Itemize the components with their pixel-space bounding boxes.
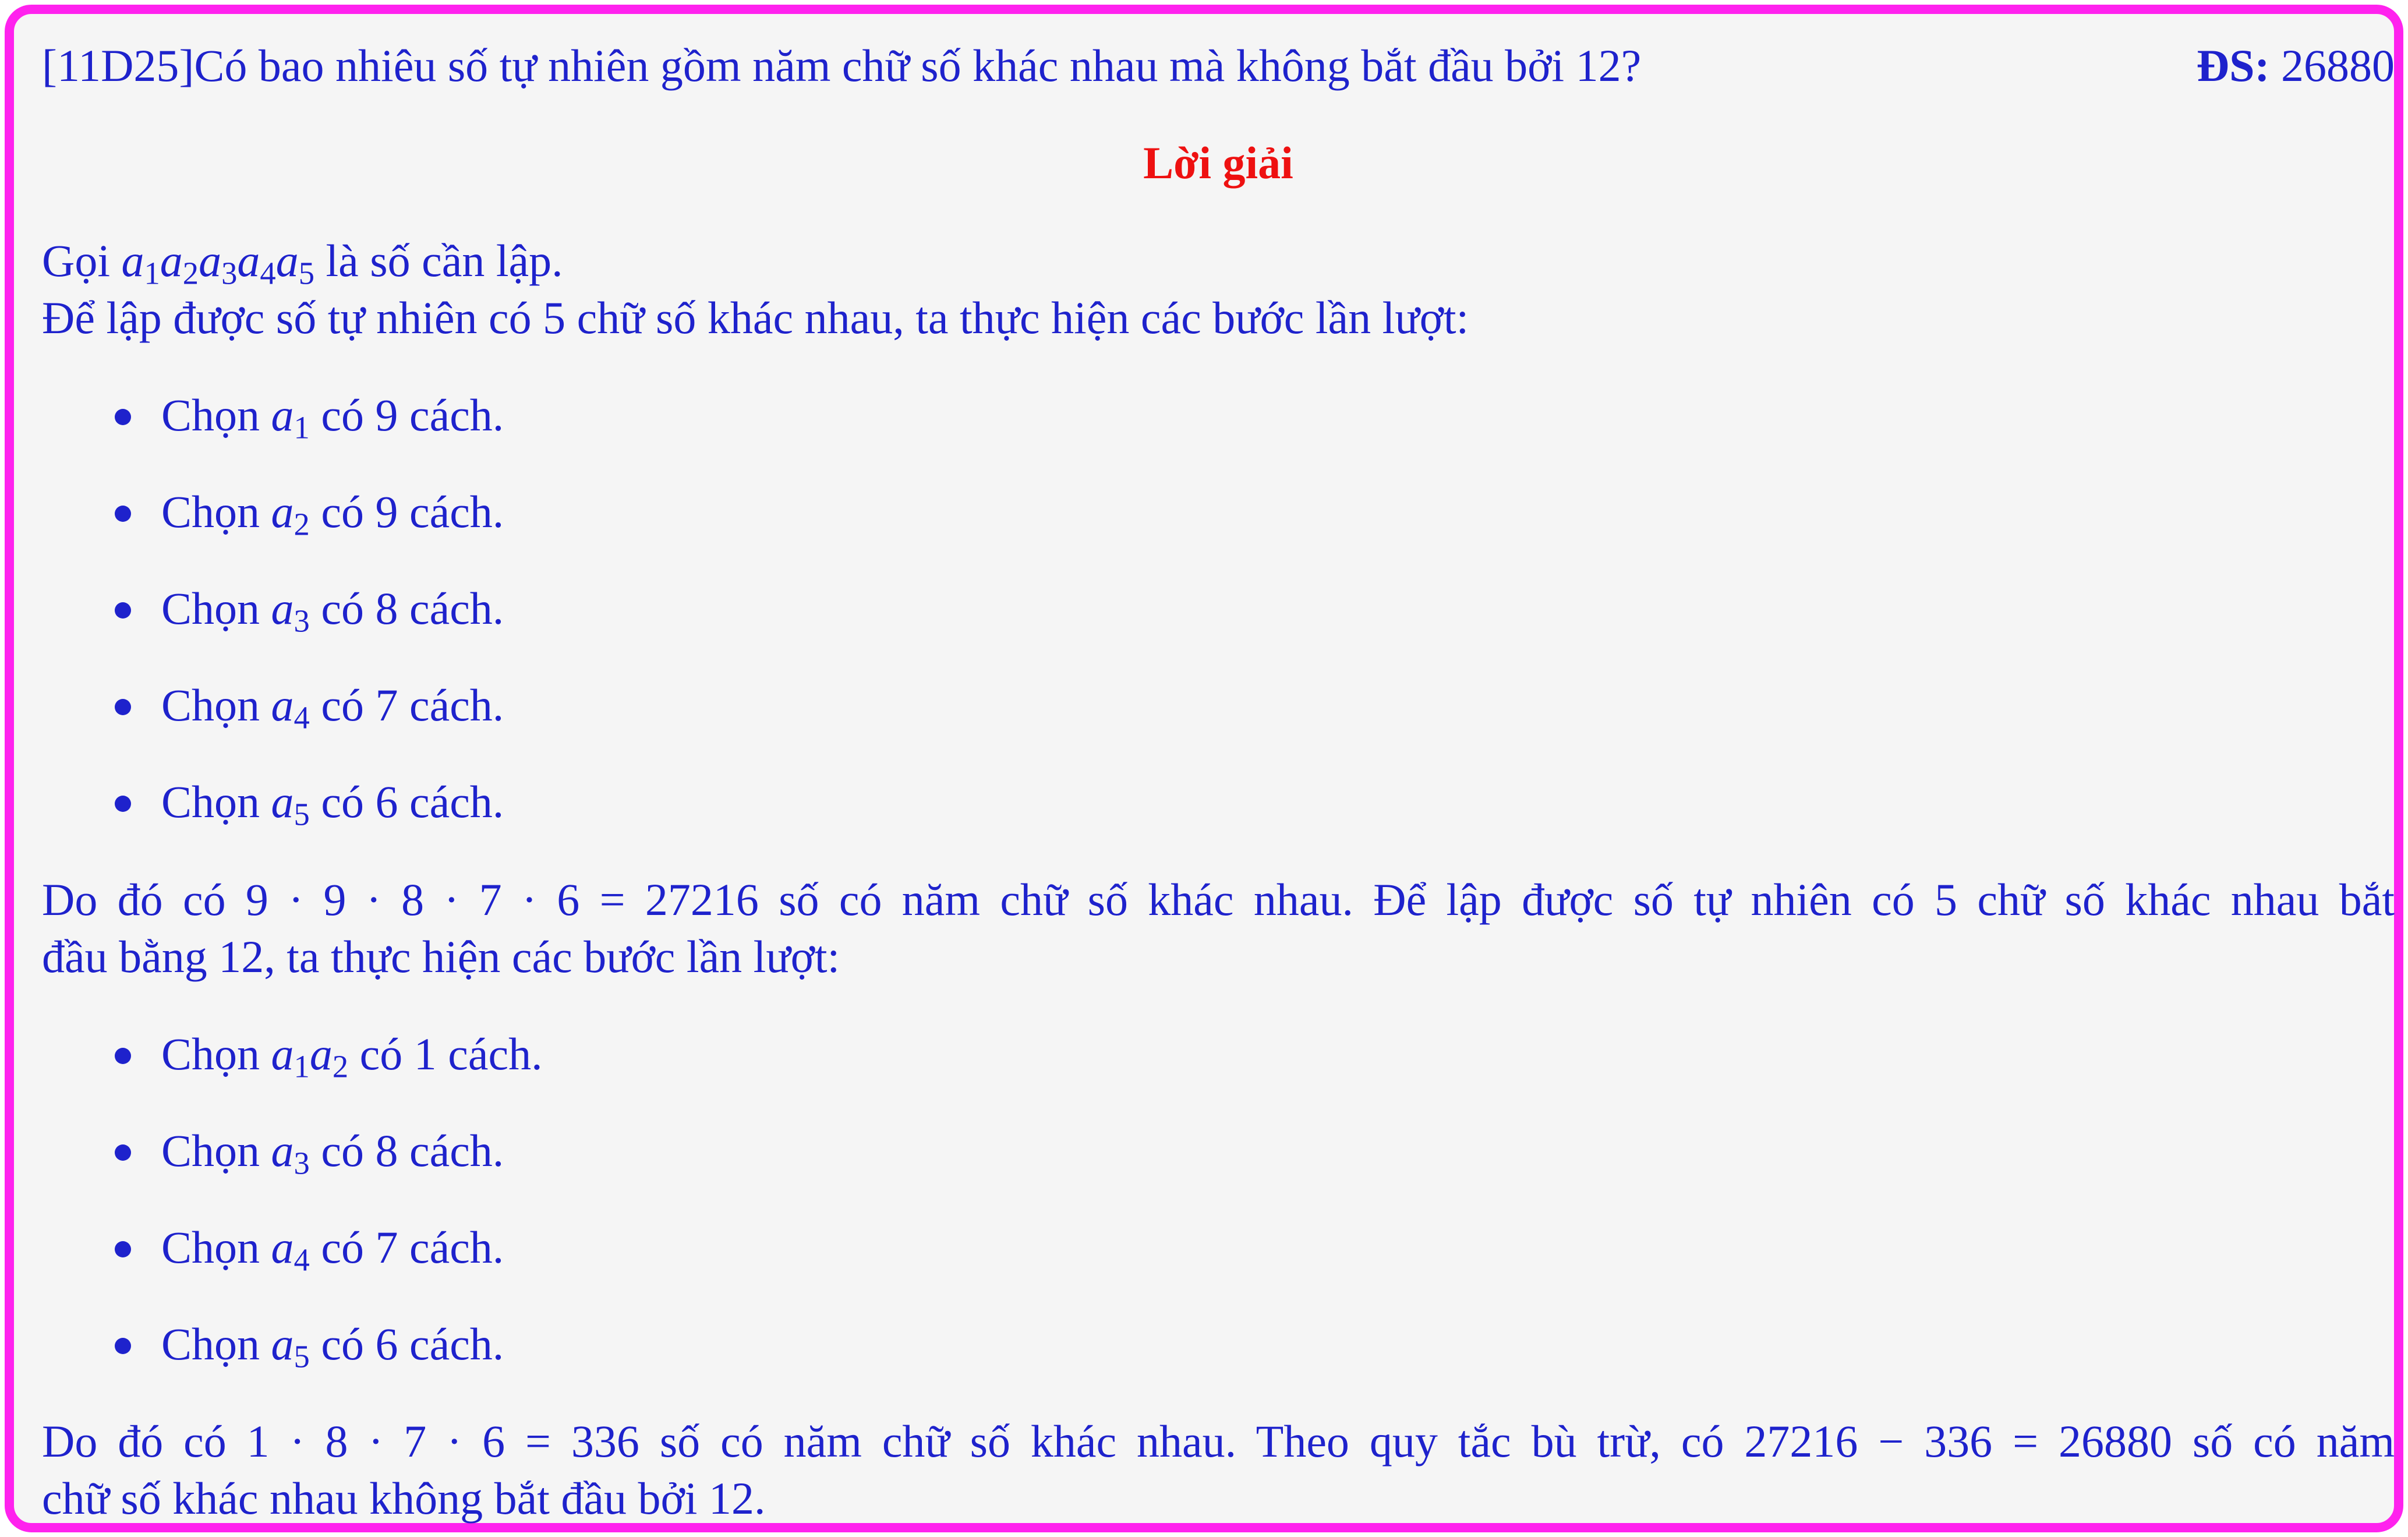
problem-statement — [42, 37, 2395, 94]
bullet-icon — [115, 1144, 131, 1161]
step-intro-1: Để lập được số tự nhiên có 5 chữ số khác nhau, ta thực hiện các bước lần lượt: — [42, 292, 1469, 343]
paragraph-3-line-1: Do đó có 1 · 8 · 7 · 6 = 336 số có năm chữ số khác nhau. Theo quy tắc bù trừ, có 27216 − 336 = 26880 số có năm — [42, 1416, 2395, 1467]
bullet-icon — [115, 796, 131, 812]
intro-prefix: Gọi — [42, 235, 122, 286]
intro-line — [42, 232, 563, 289]
answer-value: 26880 — [2281, 40, 2395, 91]
bullet-icon — [115, 1338, 131, 1354]
answer — [2197, 37, 2395, 94]
bullet-icon — [115, 1048, 131, 1064]
variable: $a_5$ — [271, 1319, 310, 1375]
answer-label: ĐS: — [2196, 40, 2270, 91]
bullet-icon — [115, 409, 131, 425]
solution-heading: Lời giải — [1143, 137, 1293, 188]
bullet-icon — [115, 506, 131, 522]
bullet-icon — [115, 602, 131, 619]
paragraph-2-line-1: Do đó có 9 · 9 · 8 · 7 · 6 = 27216 số có năm chữ số khác nhau. Để lập được số tự nhiên có 5 chữ số khác nhau bắt — [42, 874, 2395, 925]
variable: $a_4$ — [271, 1222, 310, 1278]
solution-card: [11D25]Có bao nhiêu số tự nhiên gồm năm chữ số khác nhau mà không bắt đầu bởi 12? ĐS: 26880 Lời giải Gọi $a_1a_2a_3a_4a_5$ là số cần lập. Để lập được số tự nhiên có 5 chữ số khác nhau, ta thực hiện các bước lần lượt: Chọn $a_1$ có 9 cách. Chọn $a_2$ có 9 cách. Chọn $a_3$ có 8 cách. Chọn $a_4$ có 7 cách. Chọn $a_5$ có 6 cách. Do đó có 9 · 9 · 8 · 7 · 6 = 27216 số có năm chữ số khác nhau. Để lập được số tự nhiên có 5 chữ số khác nhau bắt đầu bằng 12, ta thực hiện các bước lần lượt: Chọn $a_1a_2$ có 1 cách. Chọn $a_3$ có 8 cách. Chọn $a_4$ có 7 cách. Chọn $a_5$ có 6 cách. Do đó có 1 · 8 · 7 · 6 = 336 số có năm chữ số khác nhau. Theo quy tắc bù trừ, có 27216 − 336 = 26880 số có năm chữ số khác nhau không bắt đầu bởi 12. — [5, 5, 2403, 1532]
bullet-icon — [115, 1241, 131, 1257]
intro-suffix: là số cần lập. — [314, 235, 563, 286]
variable: $a_3$ — [271, 583, 310, 639]
variable: $a_3$ — [271, 1125, 310, 1181]
variable: $a_4$ — [271, 680, 310, 736]
paragraph-3-line-2: chữ số khác nhau không bắt đầu bởi 12. — [42, 1473, 766, 1524]
bullet-icon — [115, 699, 131, 715]
variable: $a_1$ — [271, 390, 310, 446]
variable: $a_5$ — [271, 776, 310, 832]
variable: $a_2$ — [271, 486, 310, 542]
variable: $a_1a_2$ — [271, 1029, 349, 1084]
intro-number: $a_1a_2a_3a_4a_5$ — [121, 235, 314, 291]
problem-text: [11D25]Có bao nhiêu số tự nhiên gồm năm chữ số khác nhau mà không bắt đầu bởi 12? — [42, 40, 1642, 91]
paragraph-2-line-2: đầu bằng 12, ta thực hiện các bước lần lượt: — [42, 931, 840, 982]
